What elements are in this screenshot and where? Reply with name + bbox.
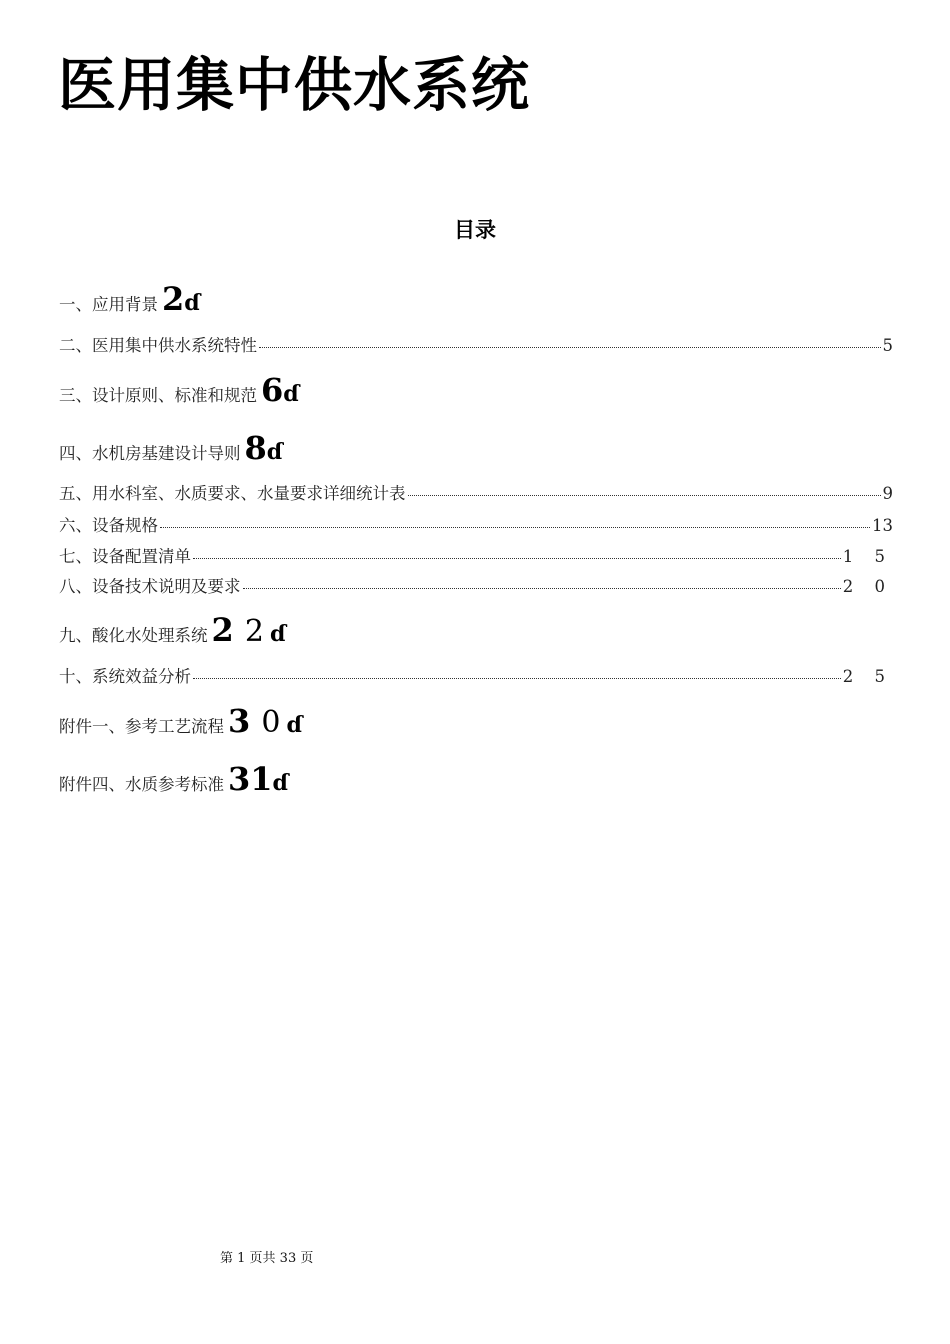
toc-heading: 目录: [454, 218, 496, 242]
toc-entry-page: 2 5: [842, 667, 893, 686]
toc-entry-label: 十、系统效益分析: [59, 667, 191, 686]
toc-entry-departments-table[interactable]: [59, 486, 893, 503]
toc-entry-acidified-water[interactable]: [59, 611, 893, 649]
toc-entry-page: 8ɗ: [244, 429, 283, 467]
toc-entry-page: 6ɗ: [261, 371, 300, 409]
toc-entry-page: 3 0ɗ: [228, 702, 303, 740]
toc-entry-label: 二、医用集中供水系统特性: [59, 336, 257, 355]
toc-entry-appendix-process[interactable]: [59, 702, 893, 740]
toc-entry-technical-description[interactable]: [59, 579, 893, 596]
toc-entry-page: 5: [882, 336, 893, 355]
toc-leader-dots: [160, 527, 870, 528]
toc-entry-label: 五、用水科室、水质要求、水量要求详细统计表: [59, 484, 406, 503]
toc-leader-dots: [408, 495, 881, 496]
toc-entry-label: 一、应用背景: [59, 295, 158, 314]
toc-leader-dots: [259, 347, 881, 348]
toc-entry-page: 31ɗ: [228, 760, 289, 798]
toc-leader-dots: [193, 678, 841, 679]
toc-entry-label: 附件四、水质参考标准: [59, 775, 224, 794]
toc-entry-label: 三、设计原则、标准和规范: [59, 386, 257, 405]
toc-leader-dots: [243, 588, 841, 589]
toc-entry-appendix-standards[interactable]: [59, 760, 893, 798]
toc-entry-page: 2 2ɗ: [211, 611, 287, 649]
toc-entry-label: 九、酸化水处理系统: [59, 626, 208, 645]
toc-entry-design-principles[interactable]: [59, 371, 893, 409]
document-title: 医用集中供水系统: [58, 51, 531, 119]
toc-entry-page: 13: [872, 516, 893, 535]
toc-entry-label: 七、设备配置清单: [59, 547, 191, 566]
toc-entry-benefit-analysis[interactable]: [59, 669, 893, 686]
toc-entry-label: 八、设备技术说明及要求: [59, 577, 241, 596]
toc-entry-background[interactable]: [59, 280, 893, 318]
page-footer: 第 1 页共 33 页: [220, 1251, 314, 1266]
toc-entry-equipment-list[interactable]: [59, 549, 893, 566]
toc-entry-page: 1 5: [842, 547, 893, 566]
toc-entry-page: 2ɗ: [162, 280, 201, 318]
toc-entry-label: 四、水机房基建设计导则: [59, 444, 241, 463]
toc-entry-equipment-specs[interactable]: [59, 518, 893, 535]
toc-entry-label: 六、设备规格: [59, 516, 158, 535]
toc-entry-characteristics[interactable]: [59, 338, 893, 355]
toc-entry-page: 2 0: [842, 577, 893, 596]
toc-entry-page: 9: [882, 484, 893, 503]
toc-entry-label: 附件一、参考工艺流程: [59, 717, 224, 736]
toc-leader-dots: [193, 558, 841, 559]
toc-entry-machine-room[interactable]: [59, 429, 893, 467]
